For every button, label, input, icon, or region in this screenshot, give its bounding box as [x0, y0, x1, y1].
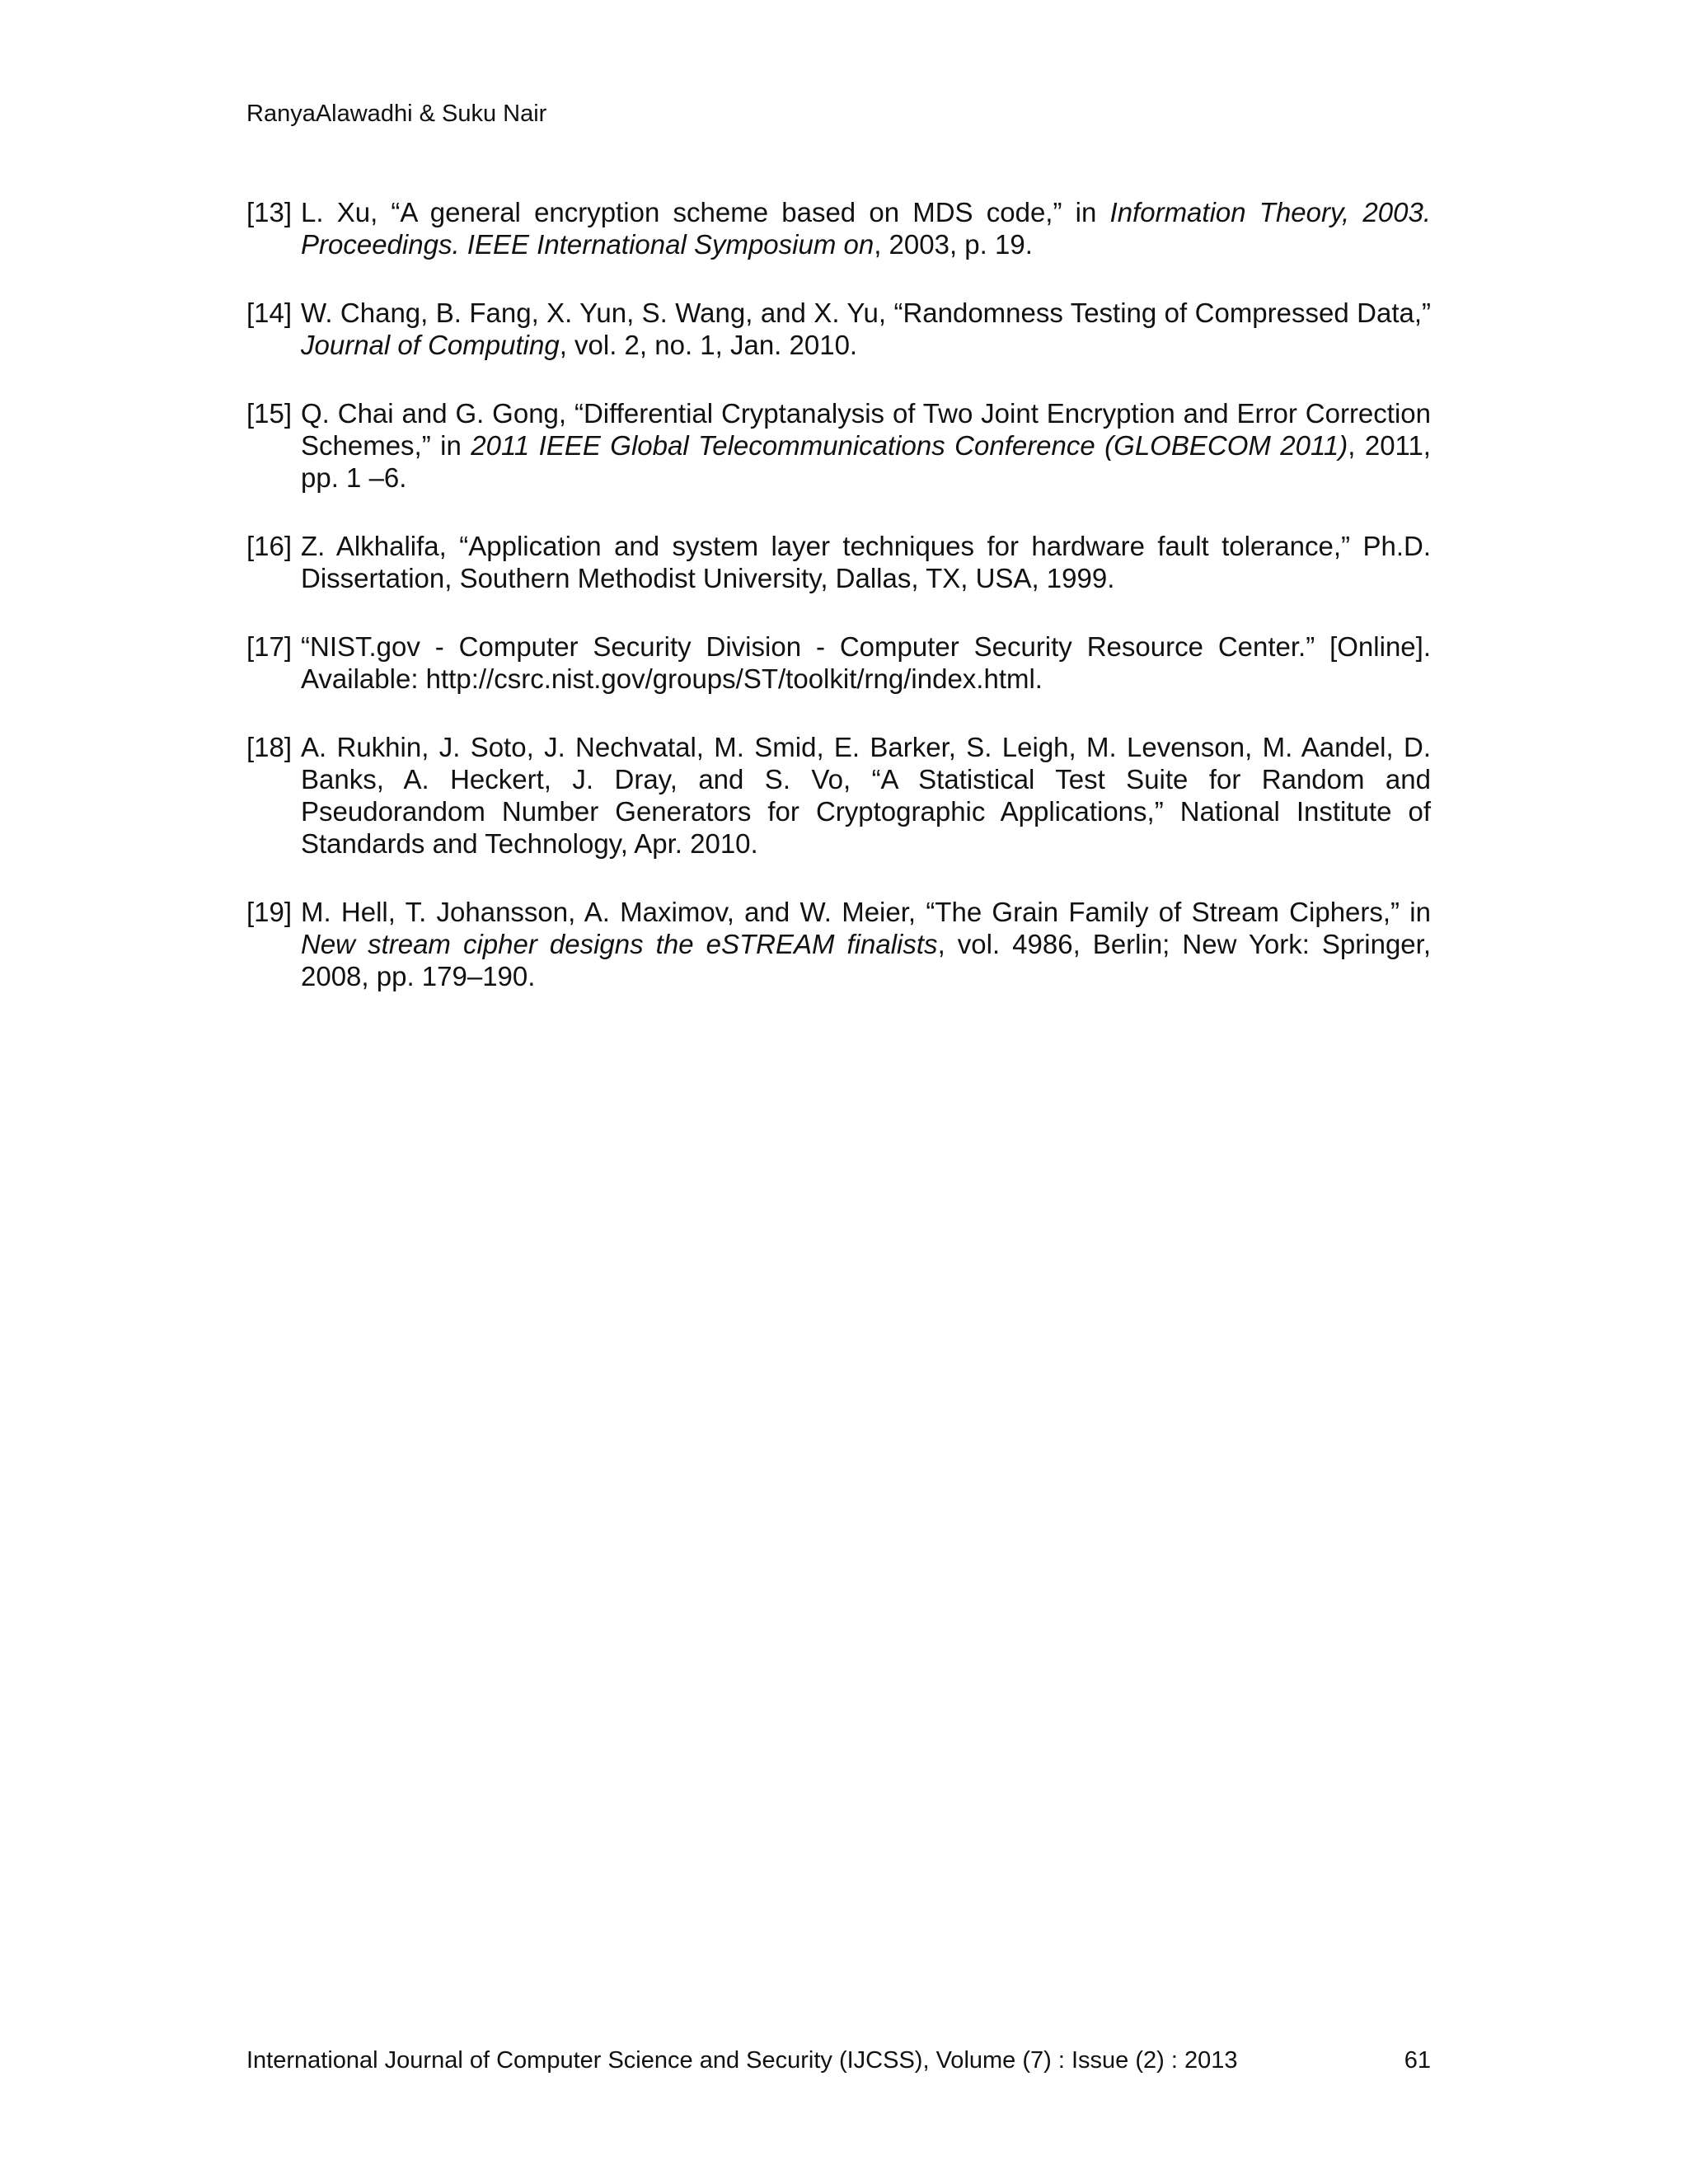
footer-journal-citation: International Journal of Computer Science and Security (IJCSS), Volume (7) : Issue (2) : 2013 — [246, 2047, 1238, 2074]
running-head-authors: RanyaAlawadhi & Suku Nair — [246, 101, 547, 127]
reference-text — [301, 196, 1431, 260]
reference-segment: W. Chang, B. Fang, X. Yun, S. Wang, and X. Yu, “Randomness Testing of Compressed Data,” — [301, 298, 1431, 328]
reference-segment: M. Hell, T. Johansson, A. Maximov, and W. Meier, “The Grain Family of Stream Ciphers,” in — [301, 897, 1431, 927]
reference-19 — [246, 896, 1431, 992]
page-number: 61 — [1404, 2047, 1431, 2074]
reference-segment: “NIST.gov - Computer Security Division - Computer Security Resource Center.” [Online]. Available: http://csrc.nist.gov/groups/ST/toolkit/rng/index.html. — [301, 631, 1431, 694]
reference-16 — [246, 530, 1431, 594]
reference-segment: L. Xu, “A general encryption scheme based on MDS code,” in — [301, 197, 1110, 227]
reference-14 — [246, 297, 1431, 361]
reference-number: [18] — [246, 732, 293, 762]
reference-number: [13] — [246, 197, 293, 227]
reference-number: [15] — [246, 398, 293, 429]
reference-segment-italic: New stream cipher designs the eSTREAM finalists — [301, 929, 938, 959]
reference-15 — [246, 397, 1431, 494]
reference-number: [19] — [246, 897, 293, 927]
reference-text — [301, 896, 1431, 992]
reference-segment: A. Rukhin, J. Soto, J. Nechvatal, M. Smid, E. Barker, S. Leigh, M. Levenson, M. Aandel, D. Banks, A. Heckert, J. Dray, and S. Vo, “A Statistical Test Suite for Random and Pseudorandom Number Generators for Cryptographic Applications,” National Institute of Standards and Technology, Apr. 2010. — [301, 732, 1431, 859]
reference-13 — [246, 196, 1431, 260]
reference-segment: , 2011, pp. 1 –6. — [301, 430, 1431, 493]
reference-list — [246, 196, 1431, 1029]
reference-text — [301, 731, 1431, 860]
reference-segment-italic: Journal of Computing — [301, 330, 560, 360]
reference-segment: , vol. 2, no. 1, Jan. 2010. — [559, 330, 858, 360]
reference-17 — [246, 630, 1431, 695]
reference-text — [301, 630, 1431, 695]
reference-number: [14] — [246, 298, 293, 328]
reference-segment: , vol. 4986, Berlin; New York: Springer, 2008, pp. 179–190. — [301, 929, 1431, 991]
reference-segment: Z. Alkhalifa, “Application and system layer techniques for hardware fault tolerance,” Ph.D. Dissertation, Southern Methodist University, Dallas, TX, USA, 1999. — [301, 531, 1431, 593]
reference-segment-italic: Information Theory, 2003. Proceedings. IEEE International Symposium on — [301, 197, 1431, 260]
reference-text — [301, 297, 1431, 361]
reference-18 — [246, 731, 1431, 860]
reference-segment: Q. Chai and G. Gong, “Differential Cryptanalysis of Two Joint Encryption and Error Correction Schemes,” in — [301, 398, 1431, 461]
reference-text — [301, 530, 1431, 594]
reference-number: [16] — [246, 531, 293, 561]
reference-segment: , 2003, p. 19. — [874, 229, 1033, 260]
reference-segment-italic: 2011 IEEE Global Telecommunications Conference (GLOBECOM 2011) — [471, 430, 1348, 461]
reference-text — [301, 397, 1431, 494]
reference-number: [17] — [246, 631, 293, 662]
